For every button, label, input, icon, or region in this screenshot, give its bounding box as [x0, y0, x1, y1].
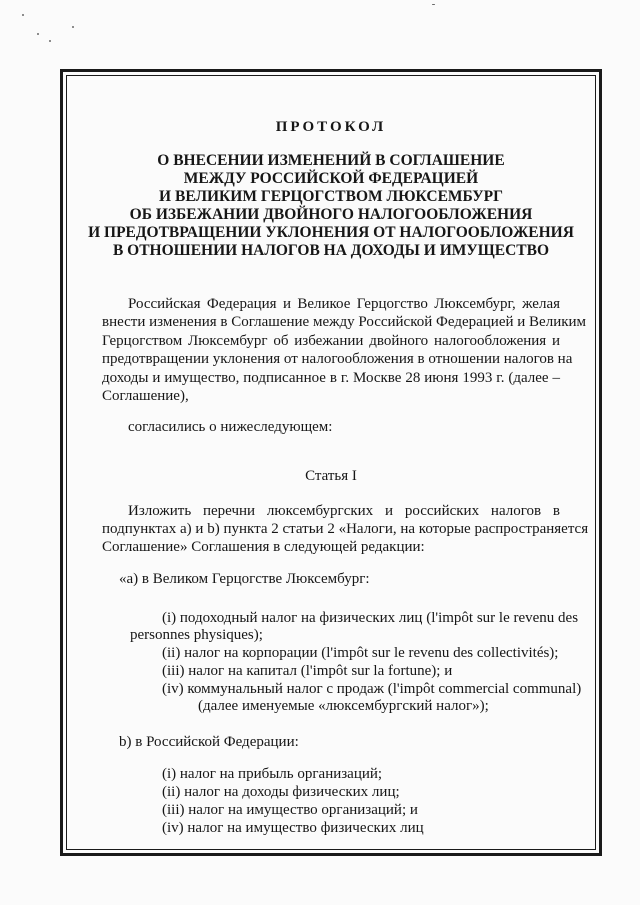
scan-speck: [432, 4, 435, 5]
preamble-line: доходы и имущество, подписанное в г. Москве 28 июня 1993 г. (далее –: [102, 370, 560, 386]
heading-line: О ВНЕСЕНИИ ИЗМЕНЕНИЙ В СОГЛАШЕНИЕ: [157, 152, 505, 169]
heading-line: В ОТНОШЕНИИ НАЛОГОВ НА ДОХОДЫ И ИМУЩЕСТВО: [112, 242, 550, 259]
section-a-item: (далее именуемые «люксембургский налог»);: [198, 698, 489, 714]
heading-line: МЕЖДУ РОССИЙСКОЙ ФЕДЕРАЦИЕЙ: [183, 170, 479, 187]
document-page: [66, 75, 596, 850]
scan-speck: [72, 26, 74, 28]
article-title: Статья I: [305, 468, 357, 484]
preamble-line: внести изменения в Соглашение между Российской Федерацией и Великим: [102, 314, 587, 330]
preamble-line: Герцогством Люксембург об избежании двойного налогообложения и: [102, 333, 560, 349]
heading-line: ОБ ИЗБЕЖАНИИ ДВОЙНОГО НАЛОГООБЛОЖЕНИЯ: [129, 206, 533, 223]
preamble-line: Соглашение),: [102, 388, 189, 404]
heading-line: И ВЕЛИКИМ ГЕРЦОГСТВОМ ЛЮКСЕМБУРГ: [159, 188, 503, 205]
scan-speck: [22, 14, 24, 16]
preamble-line: предотвращении уклонения от налогообложения в отношении налогов на: [102, 351, 573, 367]
section-a-item: (ii) налог на корпорации (l'impôt sur le revenu des collectivités);: [162, 645, 559, 661]
section-a-heading: «a) в Великом Герцогстве Люксембург:: [119, 571, 370, 587]
article-intro-line: Соглашение» Соглашения в следующей редакции:: [102, 539, 425, 555]
section-a-item: (iii) налог на капитал (l'impôt sur la fortune); и: [162, 663, 453, 679]
heading-line: И ПРЕДОТВРАЩЕНИИ УКЛОНЕНИЯ ОТ НАЛОГООБЛОЖЕНИЯ: [88, 224, 574, 241]
document-title: ПРОТОКОЛ: [275, 119, 387, 135]
preamble-line: Российская Федерация и Великое Герцогство Люксембург, желая: [128, 296, 560, 312]
agreed-text: согласились о нижеследующем:: [128, 419, 333, 435]
article-intro-line: Изложить перечни люксембургских и российских налогов в: [128, 503, 560, 519]
scan-speck: [37, 33, 39, 35]
section-b-item: (iii) налог на имущество организаций; и: [162, 802, 418, 818]
section-a-item: (i) подоходный налог на физических лиц (l'impôt sur le revenu des: [162, 610, 579, 626]
section-b-heading: b) в Российской Федерации:: [119, 734, 299, 750]
section-a-item: (iv) коммунальный налог с продаж (l'impôt commercial communal): [162, 681, 582, 697]
scan-speck: [49, 40, 51, 42]
article-intro-line: подпунктах a) и b) пункта 2 статьи 2 «Налоги, на которые распространяется: [102, 521, 589, 537]
section-a-item: personnes physiques);: [130, 627, 263, 643]
section-b-item: (i) налог на прибыль организаций;: [162, 766, 383, 782]
section-b-item: (iv) налог на имущество физических лиц: [162, 820, 424, 836]
section-b-item: (ii) налог на доходы физических лиц;: [162, 784, 400, 800]
